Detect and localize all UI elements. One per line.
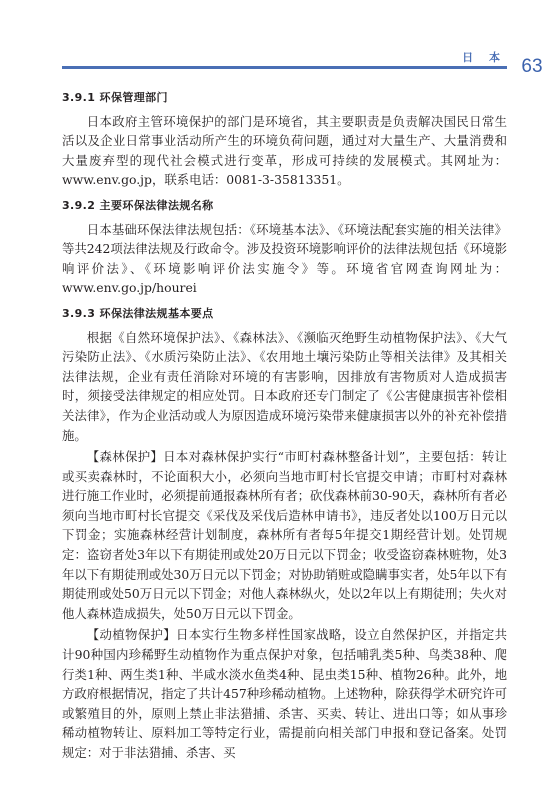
section-environment-authority xyxy=(62,88,507,190)
section-law-key-points xyxy=(62,304,507,763)
header-rule xyxy=(62,66,507,69)
chapter-label: 日 本 xyxy=(462,51,506,64)
page-body xyxy=(62,88,507,765)
body-paragraph: 日本政府主管环境保护的部门是环境省，其主要职责是负责解决国民日常生活以及企业日常事业活动所产生的环境负荷问题，通过对大量生产、大量消费和大量废弃型的现代社会模式进行变革，形成可持续的发展模式。其网址为：www.env.go.jp，联系电话：0081-3-35813351。 xyxy=(62,113,507,188)
body-paragraph: 根据《自然环境保护法》、《森林法》、《濒临灭绝野生动植物保护法》、《大气污染防止法》、《水质污染防止法》、《农用地土壤污染防止等相关法律》及其相关法律法规，企业有责任消除对环境的有害影响，因排放有害物质对人造成损害时，须接受法律规定的相应处罚。日本政府还专门制定了《公害健康损害补偿相关法律》，作为企业活动或人为原因造成环境污染带来健康损害以外的补充补偿措施。 xyxy=(62,329,507,443)
forest-protection-paragraph: 【森林保护】日本对森林保护实行“市町村森林整备计划”，主要包括：转让或买卖森林时，不论面积大小，必须向当地市町村长官提交申请；市町村对森林进行施工作业时，必须提前通报森林所有者；砍伐森林前30-90天，森林所有者必须向当地市町村长官提交《采伐及采伐后造林申请书》，违反者处以100万日元以下罚金；实施森林经营计划制度，森林所有者每5年提交1期经营计划。处罚规定：盗窃者处3年以下有期徒刑或处20万日元以下罚金；收受盗窃森林赃物，处3年以下有期徒刑或处30万日元以下罚金；对协助销赃或隐瞒事实者，处5年以下有期徒刑或处50万日元以下罚金；对他人森林纵火，处以2年以上有期徒刑；失火对他人森林造成损失，处50万日元以下罚金。 xyxy=(62,449,507,621)
page-number: 63 xyxy=(521,56,543,77)
section-heading: 3.9.2 主要环保法律法规名称 xyxy=(62,198,214,212)
section-heading: 3.9.1 环保管理部门 xyxy=(62,91,168,104)
wildlife-protection-paragraph: 【动植物保护】日本实行生物多样性国家战略，设立自然保护区，并指定共计90种国内珍稀野生动植物作为重点保护对象，包括哺乳类5种、鸟类38种、爬行类1种、两生类1种、半咸水淡水鱼类4种、昆虫类15种、植物26种。此外，地方政府根据情况，指定了共计457种珍稀动植物。上述物种，除获得学术研究许可或繁殖目的外，原则上禁止非法猎捕、杀害、买卖、转让、进出口等；如从事珍稀动植物转让、原料加工等特定行业，需提前向相关部门申报和登记备案。处罚规定：对于非法猎捕、杀害、买 xyxy=(62,627,507,760)
section-heading: 3.9.3 环保法律法规基本要点 xyxy=(62,306,214,320)
section-main-laws xyxy=(62,196,507,298)
body-paragraph: 日本基础环保法律法规包括：《环境基本法》、《环境法配套实施的相关法律》等共242项法律法规及行政命令。涉及投资环境影响评价的法律法规包括《环境影响评价法》、《环境影响评价法实施令》等。环境省官网查询网址为：www.env.go.jp/hourei xyxy=(62,221,507,296)
